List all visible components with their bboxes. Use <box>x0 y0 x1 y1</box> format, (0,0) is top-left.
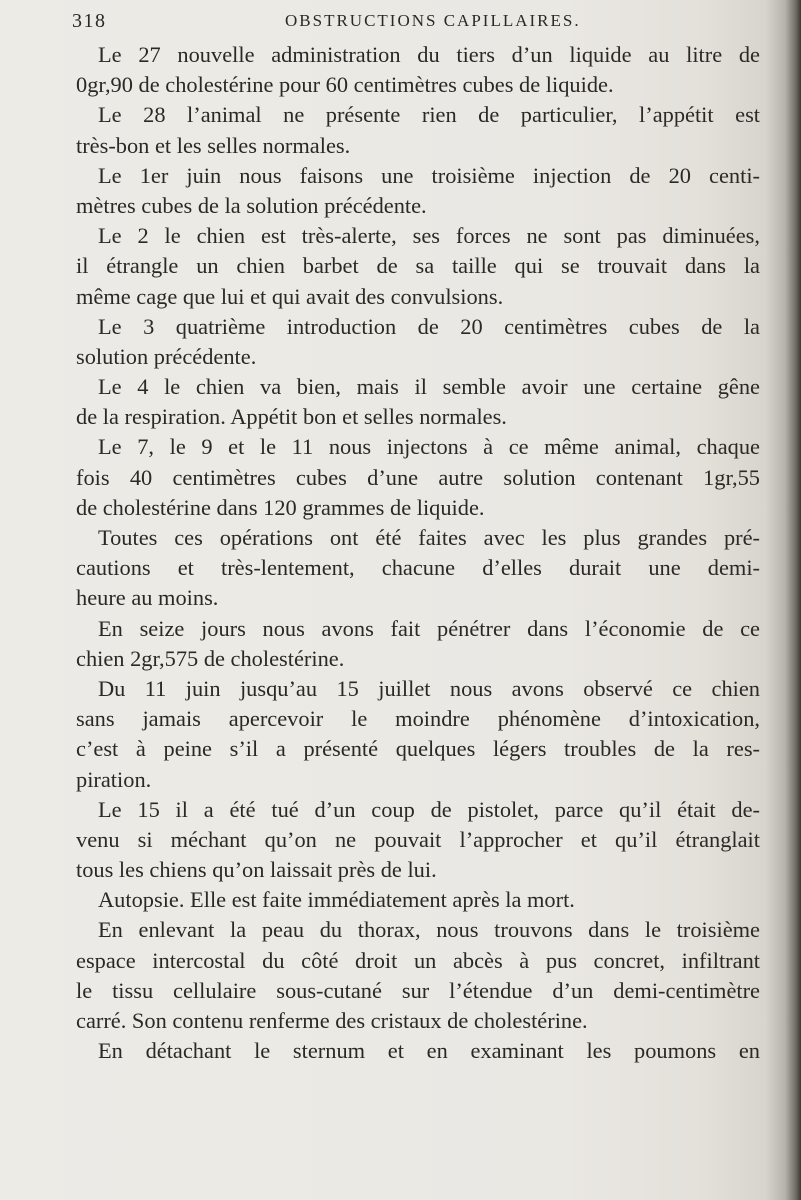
text-line: Le 27 nouvelle administration du tiers d’un liquide au litre de <box>98 42 760 67</box>
text-line: c’est à peine s’il a présenté quelques légers troubles de la res- <box>76 736 760 762</box>
page-number: 318 <box>72 10 107 32</box>
text-line: Le 28 l’animal ne présente rien de particulier, l’appétit est <box>98 102 760 128</box>
running-head <box>72 2 762 38</box>
running-title: OBSTRUCTIONS CAPILLAIRES. <box>285 11 581 30</box>
text-line: espace intercostal du côté droit un abcès à pus concret, infiltrant <box>76 947 760 973</box>
body-text <box>76 40 760 1066</box>
text-line: piration. <box>76 766 152 792</box>
text-line: Le 1er juin nous faisons une troisième injection de 20 centi- <box>98 162 760 188</box>
text-line: Du 11 juin jusqu’au 15 juillet nous avons observé ce chien <box>98 675 760 701</box>
text-line: fois 40 centimètres cubes d’une autre solution contenant 1gr,55 <box>76 464 760 490</box>
text-line: Autopsie. Elle est faite immédiatement après la mort. <box>98 887 575 913</box>
text-line: Le 3 quatrième introduction de 20 centimètres cubes de la <box>98 313 760 339</box>
text-line: En seize jours nous avons fait pénétrer dans l’économie de ce <box>98 615 760 641</box>
text-line: Le 2 le chien est très-alerte, ses forces ne sont pas diminuées, <box>98 223 760 249</box>
text-line: il étrangle un chien barbet de sa taille qui se trouvait dans la <box>76 253 760 279</box>
text-line: heure au moins. <box>76 585 219 611</box>
text-line: cautions et très-lentement, chacune d’elles durait une demi- <box>76 555 760 581</box>
text-line: de cholestérine dans 120 grammes de liquide. <box>76 494 485 520</box>
text-line: Le 15 il a été tué d’un coup de pistolet, parce qu’il était de- <box>98 796 760 822</box>
text-line: Le 4 le chien va bien, mais il semble avoir une certaine gêne <box>98 374 760 400</box>
text-line: Toutes ces opérations ont été faites avec les plus grandes pré- <box>98 525 760 550</box>
text-line: solution précédente. <box>76 343 257 369</box>
text-line: le tissu cellulaire sous-cutané sur l’étendue d’un demi-centimètre <box>76 977 760 1003</box>
text-line: En détachant le sternum et en examinant les poumons en <box>98 1038 760 1064</box>
text-line: Le 7, le 9 et le 11 nous injectons à ce même animal, chaque <box>98 434 760 460</box>
text-line: très-bon et les selles normales. <box>76 132 351 158</box>
text-line: tous les chiens qu’on laissait près de lui. <box>76 857 437 883</box>
text-line: mètres cubes de la solution précédente. <box>76 192 427 218</box>
text-line: même cage que lui et qui avait des convulsions. <box>76 283 504 309</box>
text-line: En enlevant la peau du thorax, nous trouvons dans le troisième <box>98 917 760 943</box>
text-line: chien 2gr,575 de cholestérine. <box>76 645 345 671</box>
text-line: 0gr,90 de cholestérine pour 60 centimètres cubes de liquide. <box>76 72 614 98</box>
text-line: de la respiration. Appétit bon et selles normales. <box>76 404 507 430</box>
text-line: venu si méchant qu’on ne pouvait l’approcher et qu’il étranglait <box>76 826 760 852</box>
page-binding-edge <box>765 0 801 1200</box>
text-line: carré. Son contenu renferme des cristaux de cholestérine. <box>76 1008 588 1033</box>
text-line: sans jamais apercevoir le moindre phénomène d’intoxication, <box>76 706 760 732</box>
